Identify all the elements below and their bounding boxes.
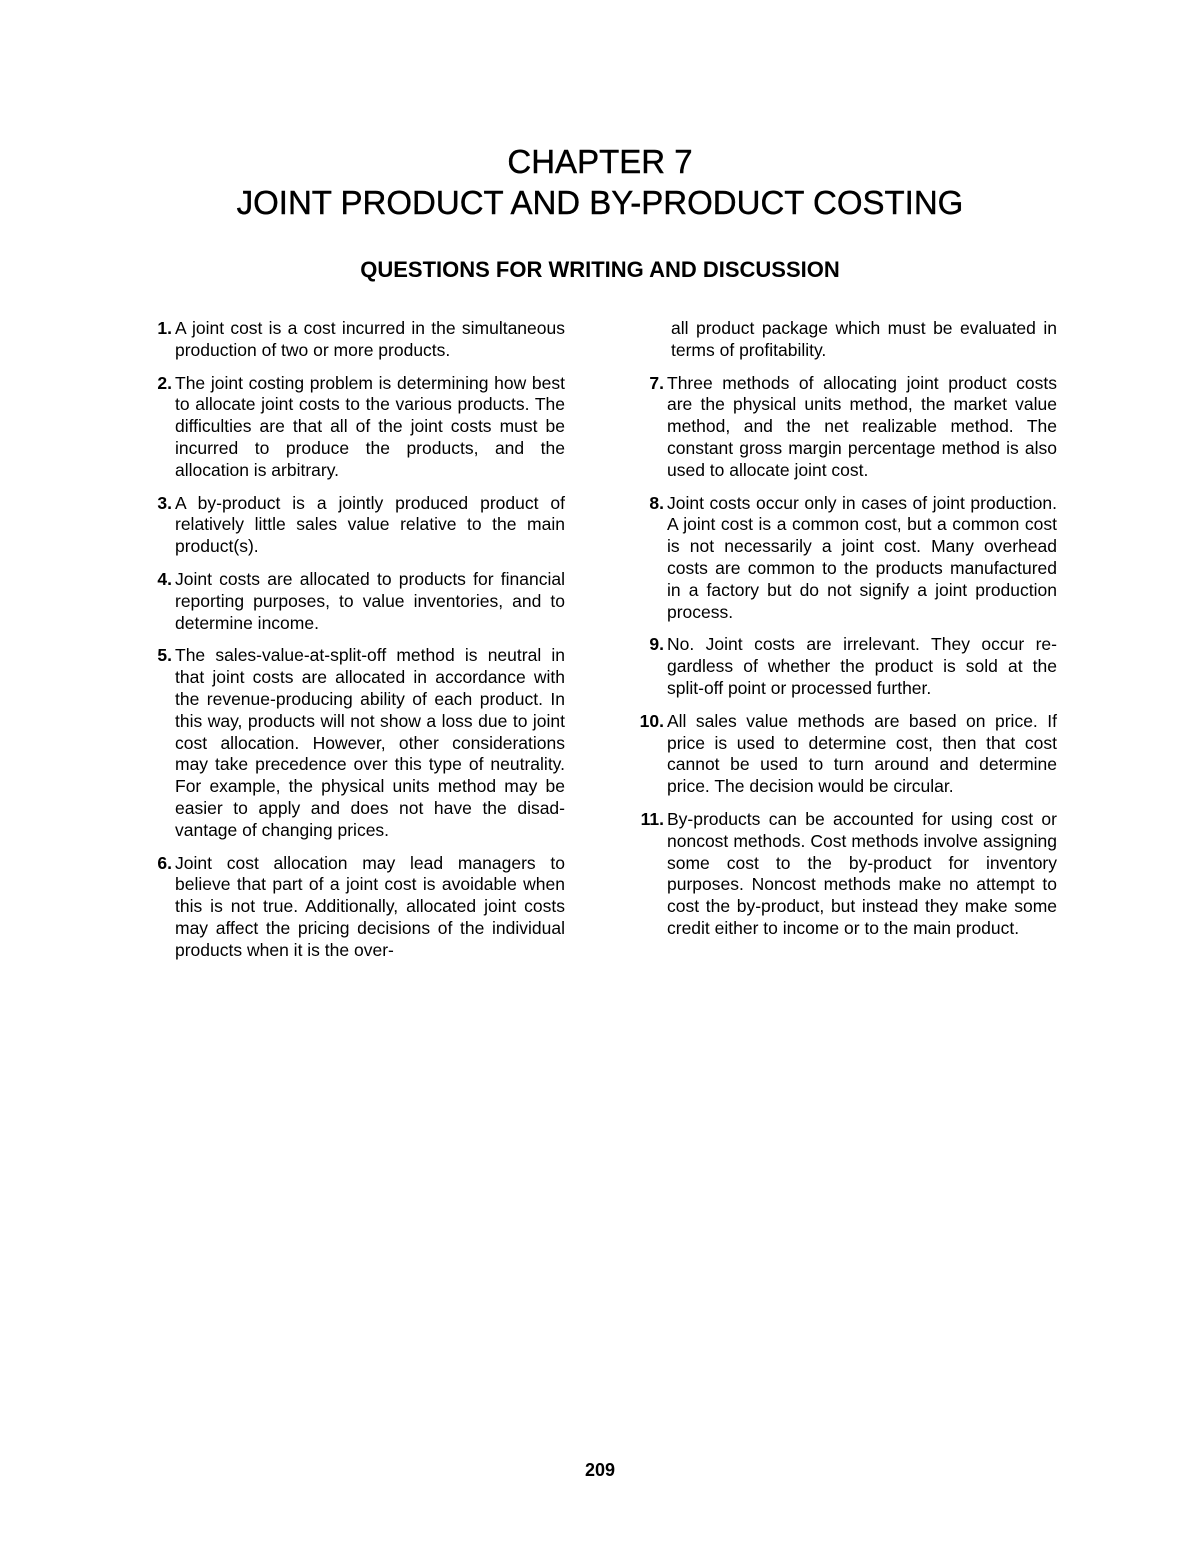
- chapter-title: CHAPTER 7: [507, 143, 693, 180]
- right-column: [627, 318, 1057, 951]
- question-item: [627, 809, 1057, 940]
- question-number: 1.: [157, 318, 172, 338]
- question-answer: A by-product is a jointly produced product of relatively little sales value relative to the main product(s).: [175, 492, 565, 557]
- left-column: [135, 318, 565, 973]
- question-number: 11.: [640, 808, 664, 829]
- question-item: [135, 853, 565, 962]
- question-answer: Joint costs occur only in cases of joint production. A joint cost is a common cost, but a common cost is not necessarily a joint cost. Many overhead costs are common to the products manufactured in a factory but do not signify a joint production process.: [667, 492, 1057, 622]
- question-item: [135, 569, 565, 634]
- question-number: 7.: [649, 372, 664, 393]
- question-answer: Joint costs are allocated to products for financial reporting purposes, to value inventories, and to determine income.: [175, 568, 565, 633]
- question-answer: All sales value methods are based on price. If price is used to determine cost, then that cost cannot be used to turn around and determine price. The decision would be circular.: [667, 710, 1057, 797]
- section-heading: QUESTIONS FOR WRITING AND DISCUSSION: [360, 257, 840, 282]
- question-number: 8.: [649, 492, 664, 513]
- question-answer: The sales-value-at-split-off method is neutral in that joint costs are allocated in accordance with the revenue-producing ability of each product. In this way, products will not show a loss due to joint cost allocation. However, other considerations may take precedence over this type of neutrality. For example, the physical units method may be easier to apply and does not have the disadvantage of changing prices.: [175, 645, 565, 840]
- question-number: 9.: [649, 634, 664, 655]
- question-item: [627, 711, 1057, 798]
- chapter-subtitle: JOINT PRODUCT AND BY-PRODUCT COSTING: [236, 184, 964, 221]
- question-item: [627, 493, 1057, 624]
- question-number: 6.: [157, 852, 172, 873]
- question-item: [135, 645, 565, 841]
- question-number: 3.: [157, 492, 172, 513]
- question-item: [627, 634, 1057, 699]
- question-answer: No. Joint costs are irrelevant. They occur regardless of whether the product is sold at the split-off point or processed further.: [667, 634, 1057, 698]
- question-number: 5.: [157, 645, 172, 666]
- question-answer: Joint cost allocation may lead managers to believe that part of a joint cost is avoidable when this is not true. Additionally, allocated joint costs may affect the pricing decisions of the individual products when it is the over-: [175, 852, 565, 960]
- question-item: [627, 373, 1057, 482]
- question-answer: A joint cost is a cost incurred in the simultaneous production of two or more products.: [175, 318, 565, 360]
- question-number: 10.: [639, 710, 664, 731]
- question-number: 4.: [157, 568, 172, 589]
- page-number: 209: [584, 1460, 616, 1480]
- question-item: [135, 373, 565, 482]
- question-number: 2.: [157, 372, 172, 393]
- question-answer: The joint costing problem is determining how best to allocate joint costs to the various products. The difficulties are that all of the joint costs must be incurred to produce the products, and the allocation is arbitrary.: [175, 372, 565, 480]
- question-answer: Three methods of allocating joint product costs are the physical units method, the market value method, and the net realizable method. The constant gross margin percentage method is also used to allocate joint cost.: [667, 372, 1057, 480]
- question-answer: By-products can be accounted for using cost or noncost methods. Cost methods involve assigning some cost to the by-product for inventory purposes. Noncost methods make no attempt to cost the by-product, but instead they make some credit either to income or to the main product.: [667, 808, 1057, 938]
- continued-answer: all product package which must be evaluated in terms of profitability.: [671, 318, 1057, 360]
- question-item: [135, 493, 565, 558]
- question-item: [135, 318, 565, 362]
